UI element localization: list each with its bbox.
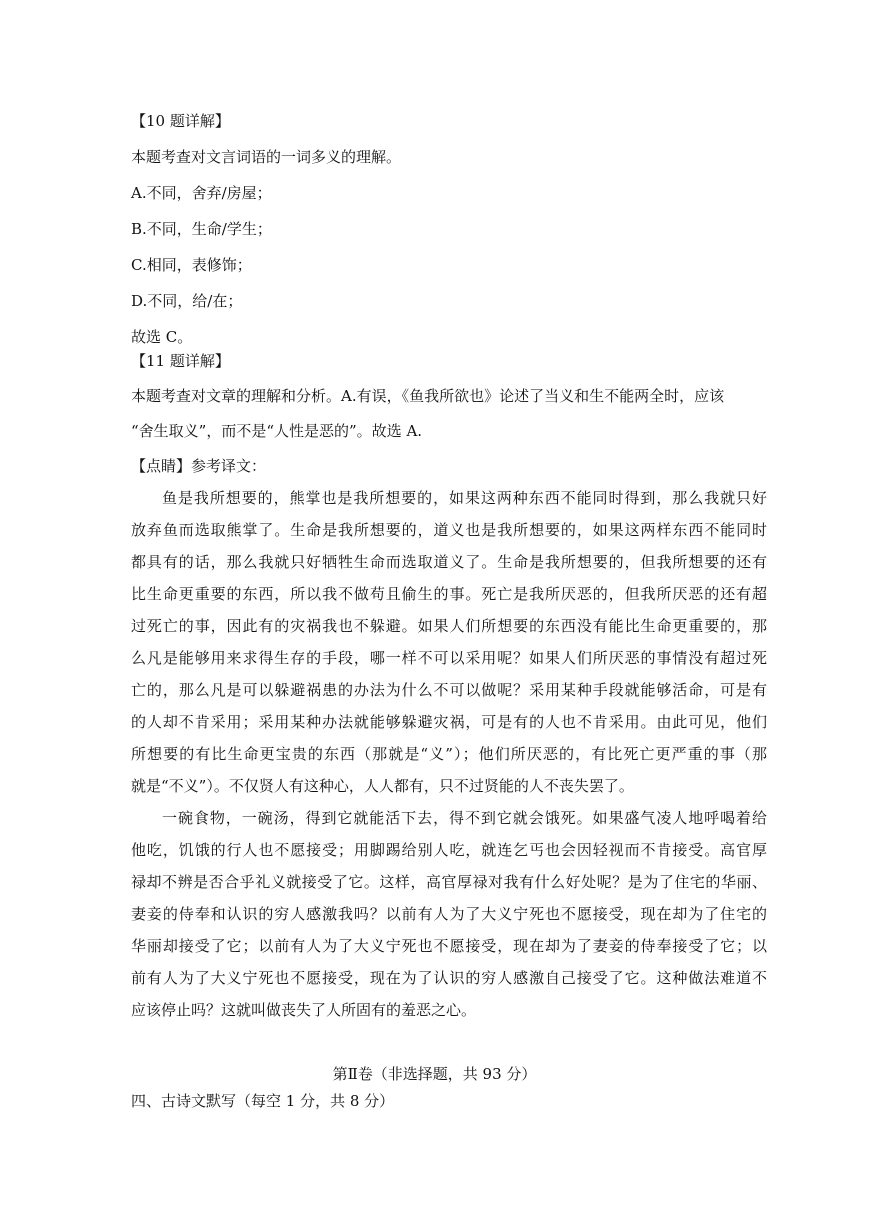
- translation-p1-line: 就是“不义”）。不仅贤人有这种心，人人都有，只不过贤能的人不丧失罢了。: [131, 777, 634, 795]
- q10-intro: 本题考查对文言词语的一词多义的理解。: [131, 148, 402, 166]
- q11-line-1: 本题考查对文章的理解和分析。A.有误，《鱼我所欲也》论述了当义和生不能两全时，应该: [131, 387, 725, 405]
- q10-heading: 【10 题详解】: [131, 112, 230, 130]
- q11-heading: 【11 题详解】: [131, 352, 230, 370]
- q10-option-a: A.不同，舍弃/房屋；: [131, 184, 272, 202]
- dianjing-label: 【点睛】参考译文：: [131, 457, 267, 475]
- section-4-heading: 四、古诗文默写（每空 1 分，共 8 分）: [131, 1092, 395, 1110]
- translation-p2-line: 应该停止吗？这就叫做丧失了人所固有的羞恶之心。: [131, 1001, 477, 1019]
- q10-option-b: B.不同，生命/学生；: [131, 220, 272, 238]
- q10-answer: 故选 C。: [131, 328, 193, 346]
- translation-p2-line: 一碗食物，一碗汤，得到它就能活下去，得不到它就会饿死。如果盛气凌人地呼喝着给: [162, 809, 767, 827]
- q10-option-c: C.相同，表修饰；: [131, 256, 252, 274]
- translation-p2-line: 妻妾的侍奉和认识的穷人感激我吗？以前有人为了大义宁死也不愿接受，现在却为了住宅的: [131, 905, 767, 923]
- translation-p2-line: 华丽却接受了它；以前有人为了大义宁死也不愿接受，现在却为了妻妾的侍奉接受了它；以: [131, 937, 767, 955]
- translation-p1-line: 都具有的话，那么我就只好牺牲生命而选取道义了。生命是我所想要的，但我所想要的还有: [131, 553, 767, 571]
- translation-p1-line: 所想要的有比生命更宝贵的东西（那就是“义”）；他们所厌恶的，有比死亡更严重的事（那: [131, 745, 767, 763]
- translation-p1-line: 的人却不肯采用；采用某种办法就能够躲避灾祸，可是有的人也不肯采用。由此可见，他们: [131, 713, 767, 731]
- translation-p1-line: 放弃鱼而选取熊掌了。生命是我所想要的，道义也是我所想要的，如果这两样东西不能同时: [131, 521, 767, 539]
- translation-p1-line: 比生命更重要的东西，所以我不做苟且偷生的事。死亡是我所厌恶的，但我所厌恶的还有超: [131, 585, 767, 603]
- q11-line-2: “舍生取义”，而不是“人性是恶的”。故选 A.: [131, 422, 423, 440]
- part-2-title: 第Ⅱ卷（非选择题，共 93 分）: [332, 1065, 537, 1083]
- translation-paragraph-2: [131, 808, 767, 1020]
- translation-p2-line: 禄却不辨是否合乎礼义就接受了它。这样，高官厚禄对我有什么好处呢？是为了住宅的华丽、: [131, 873, 767, 891]
- q10-option-d: D.不同，给/在；: [131, 292, 243, 310]
- translation-p2-line: 前有人为了大义宁死也不愿接受，现在为了认识的穷人感激自己接受了它。这种做法难道不: [131, 969, 767, 987]
- translation-p1-line: 过死亡的事，因此有的灾祸我也不躲避。如果人们所想要的东西没有能比生命更重要的，那: [131, 617, 767, 635]
- translation-p1-line: 鱼是我所想要的，熊掌也是我所想要的，如果这两种东西不能同时得到，那么我就只好: [162, 489, 767, 507]
- translation-p1-line: 亡的，那么凡是可以躲避祸患的办法为什么不可以做呢？采用某种手段就能够活命，可是有: [131, 681, 767, 699]
- translation-p1-line: 么凡是能够用来求得生存的手段，哪一样不可以采用呢？如果人们所厌恶的事情没有超过死: [131, 649, 767, 667]
- translation-p2-line: 他吃，饥饿的行人也不愿接受；用脚踢给别人吃，就连乞丐也会因轻视而不肯接受。高官厚: [131, 841, 767, 859]
- translation-paragraph-1: [131, 488, 767, 796]
